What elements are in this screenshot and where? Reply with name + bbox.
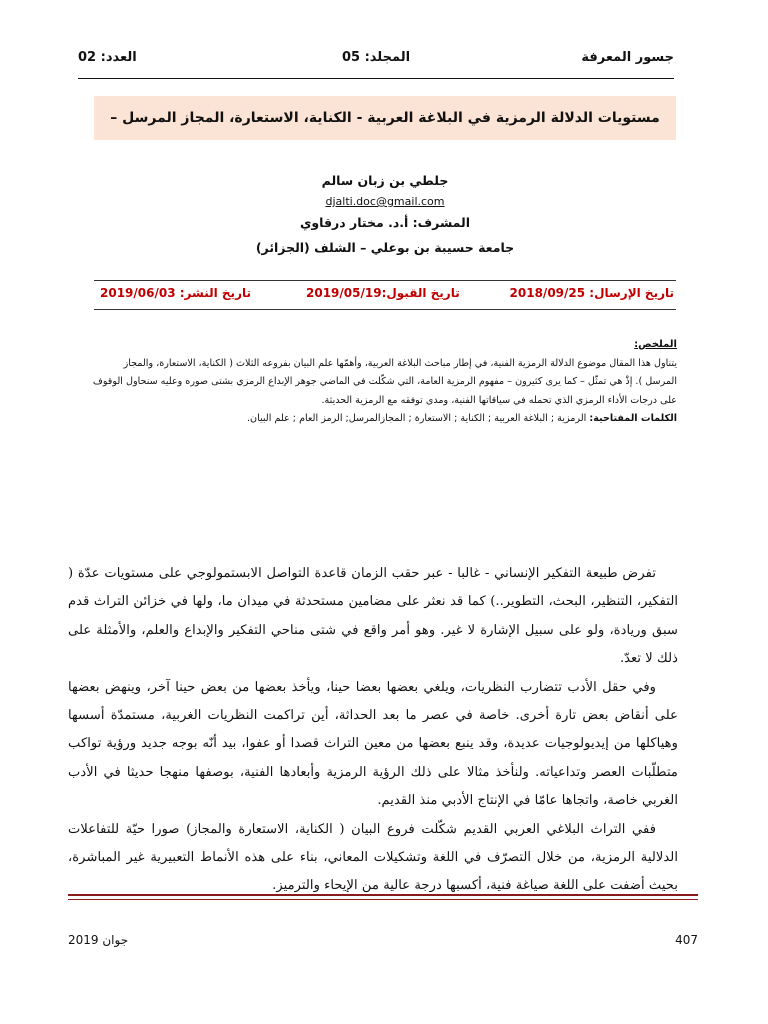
- footer-rule-thin: [68, 899, 698, 900]
- page-number: 407: [675, 933, 698, 947]
- date-published: تاريخ النشر: 2019/06/03: [100, 286, 251, 300]
- keywords-label: الكلمات المفتاحية:: [589, 413, 677, 424]
- body-paragraph-2: وفي حقل الأدب تتضارب النظريات، ويلغي بعضها بعضا حينا، ويأخذ بعضها من بعض حينا آخر، وينهض بعضها على أنقاض بعض تارة أخرى. خاصة في عصر ما بعد الحداثة، أين تراكمت النظريات الغربية، مستمدّة أسسها وهياكلها من إيديولوجيات عديدة، وقد ينبع بعضها من معين التراث قصدا أو عفوا، بيد أنّه بوجه جديد ورؤية تواكب متطلّبات العصر وتداعياته. ولنأخذ مثالا على ذلك الرؤية الرمزية وأبعادها الفنية، بوصفها منهجا حديثا في الأدب الغربي خاصة، واتجاها عامّا في الإنتاج الأدبي منذ القديم.: [68, 679, 678, 809]
- page-footer: [68, 933, 698, 953]
- body-paragraph-1: تفرض طبيعة التفكير الإنساني - غالبا - عبر حقب الزمان قاعدة التواصل الابستمولوجي على مستويات عدّة ( التفكير، التنظير، البحث، التطوير..) كما قد نعثر على مضامين مستحدثة في ميدان ما، ولها في خزائن التراث قدم سبق وريادة، ولو على سبيل الإشارة لا غير. وهو أمر واقع في شتى مناحي التفكير والإبداع والعلم، والأمثلة على ذلك لا تعدّ.: [68, 566, 678, 667]
- keywords: الرمزية ; البلاغة العربية ; الكناية ; الاستعارة ; المجازالمرسل; الرمز العام ; علم البيان.: [247, 413, 587, 424]
- author-name: جلطي بن زبان سالم: [321, 173, 449, 188]
- article-title: مستويات الدلالة الرمزية في البلاغة العربية - الكناية، الاستعارة، المجاز المرسل –: [110, 110, 660, 126]
- body-paragraph-3: ففي التراث البلاغي العربي القديم شكّلت فروع البيان ( الكناية، الاستعارة والمجاز) صورا حيّة للتفاعلات الدلالية الرمزية، من خلال التصرّف في اللغة وتشكيلات المعاني، بناء على هذه الأنماط التعبيرية غير المباشرة، بحيث أضفت على اللغة صياغة فنية، أكسبها درجة عالية من الإيحاء والترميز.: [68, 821, 678, 894]
- supervisor: المشرف: أ.د. مختار درقاوي: [299, 215, 471, 230]
- dates-bar: [94, 280, 676, 310]
- issue-date: جوان 2019: [68, 933, 129, 947]
- author-email[interactable]: djalti.doc@gmail.com: [325, 195, 445, 208]
- body-text: [68, 560, 678, 901]
- footer-rule-thick: [68, 894, 698, 896]
- date-sent: تاريخ الإرسال: 2018/09/25: [509, 286, 674, 300]
- header-divider: [78, 78, 674, 79]
- keywords-line: [92, 410, 677, 429]
- abstract: [92, 336, 677, 429]
- date-accepted: تاريخ القبول:2019/05/19: [306, 286, 460, 300]
- abstract-label: الملخص:: [634, 339, 677, 350]
- abstract-text: يتناول هذا المقال موضوع الدلالة الرمزية الفنية، في إطار مباحث البلاغة العربية، وأهمّها علم البيان بفروعه الثلاث ( الكناية، الاستعارة، والمجاز المرسل ). إذْ هي تمثّل – كما يرى كثيرون – مفهوم الرمزية العامة، التي شكّلت في الماضي جوهر الإبداع الرمزي بشتى صوره وعليه سنحاول الوقوف على درجات الأداء الرمزي الذي تحمله في سياقاتها الفنية، ومدى توفقه مع الرمزية الحديثة.: [92, 357, 677, 406]
- author-block: [94, 173, 676, 255]
- journal-name: جسور المعرفة: [581, 50, 674, 65]
- university: جامعة حسيبة بن بوعلي – الشلف (الجزائر): [255, 240, 515, 255]
- volume-number: المجلد: 05: [341, 50, 411, 65]
- title-box: [94, 96, 676, 140]
- issue-number: العدد: 02: [78, 50, 137, 65]
- running-header: [78, 50, 674, 76]
